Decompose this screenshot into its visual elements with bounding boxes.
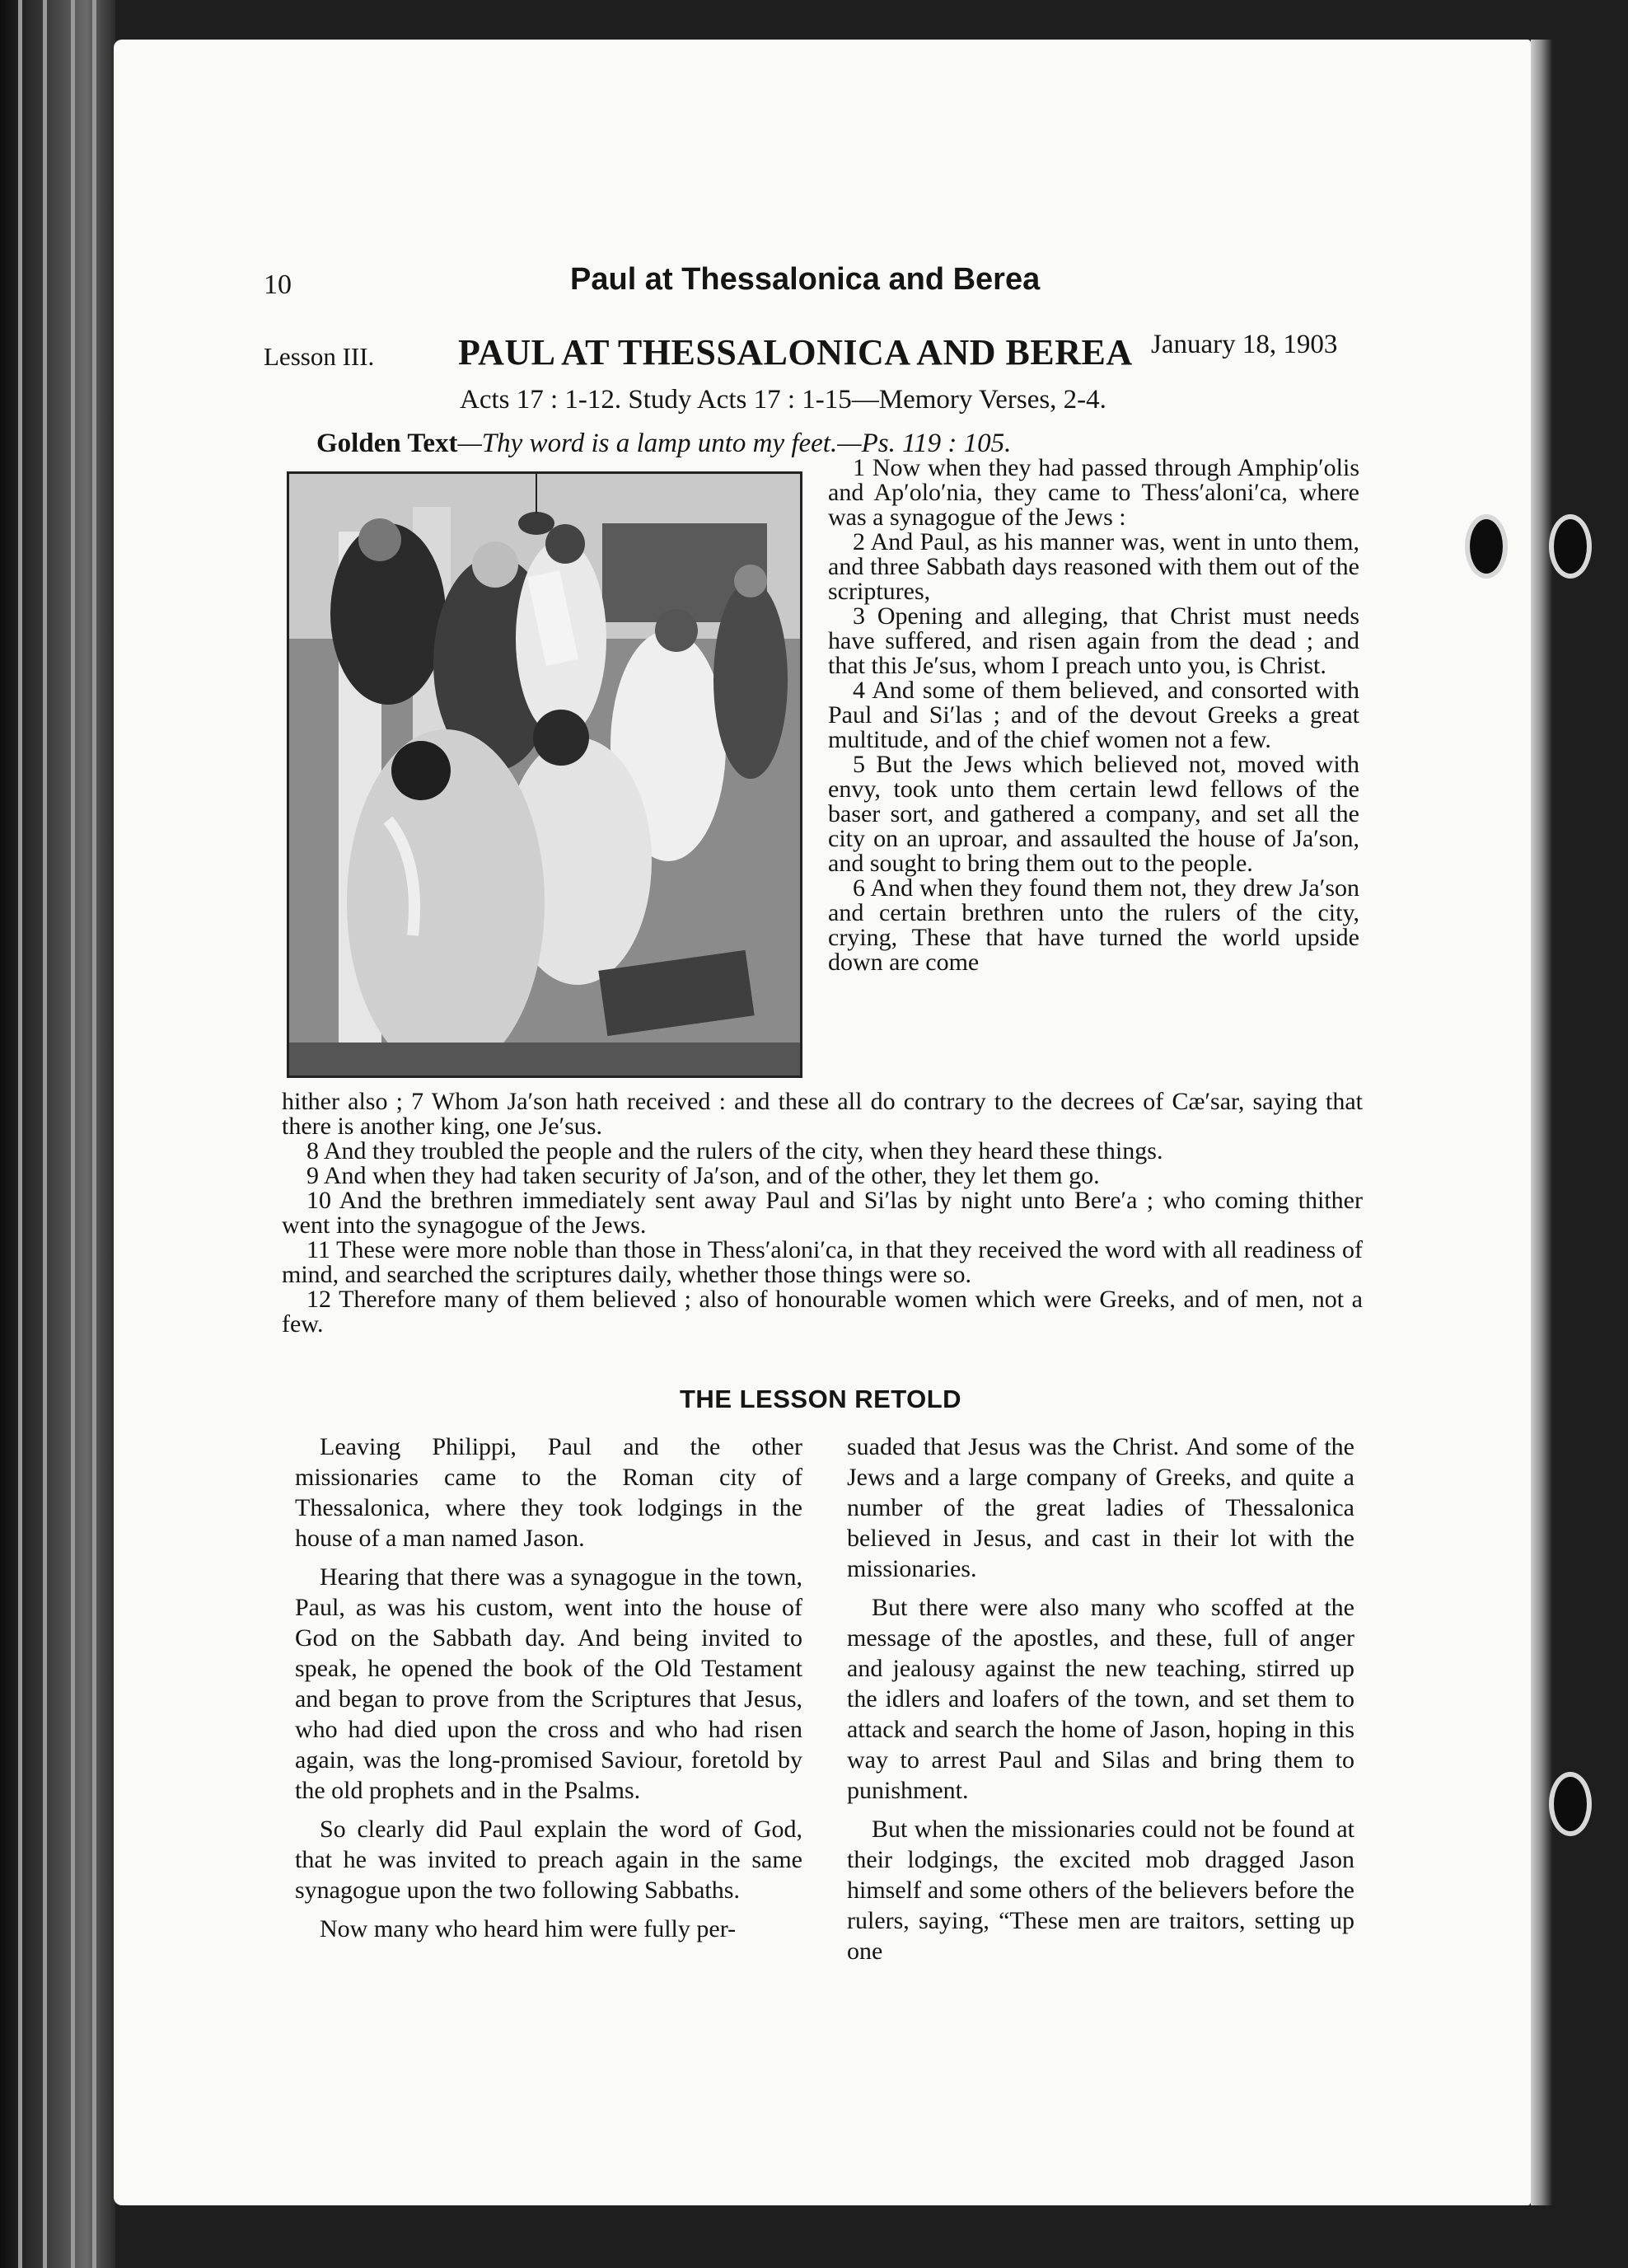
verse: 5 But the Jews which believed not, moved with envy, took unto them certain lewd fellows of the baser sort, and gathered a company, and set all the city on an uproar, and assaulted the house of Ja′son, and sought to bring them out to the people. [828,751,1359,877]
verse: 12 Therefore many of them believed ; also of honourable women which were Greeks, and of men, not a few. [282,1286,1363,1338]
verse: 10 And the brethren immediately sent away Paul and Si′las by night unto Bere′a ; who coming thither went into the synagogue of the Jews. [282,1187,1363,1239]
retold-paragraph: But there were also many who scoffed at the message of the apostles, and these, full of anger and jealousy against the new teaching, stirred up the idlers and loafers of the town, and set them to attack and search the home of Jason, hoping in this way to arrest Paul and Silas and bring them to punishment. [847,1594,1354,1804]
book-spine [0,0,115,2268]
scripture-column [828,456,1359,975]
page-edge-line [92,0,96,2268]
verse: 2 And Paul, as his manner was, went in unto them, and three Sabbath days reasoned with them out of the scriptures, [828,528,1359,605]
retold-paragraph: Hearing that there was a synagogue in the town, Paul, as was his custom, went into the house of God on the Sabbath day. And being invited to speak, he opened the book of the Old Testament and began to prove from the Scriptures that Jesus, who had died upon the cross and who had risen again, was the long-promised Saviour, foretold by the old prophets and in the Psalms. [295,1563,802,1804]
running-head: Paul at Thessalonica and Berea [570,262,1041,297]
page-edge-line [43,0,47,2268]
binder-hole [1465,514,1508,579]
verse: 1 Now when they had passed through Amphip′olis and Ap′olo′nia, they came to Thess′aloni′ca, where was a synagogue of the Jews : [828,454,1359,531]
binder-hole [1549,514,1592,579]
lesson-number: Lesson III. [264,342,375,371]
paul-in-synagogue-engraving [289,474,800,1075]
verse: hither also ; 7 Whom Ja′son hath received : and these all do contrary to the decrees of Cæ′sar, saying that there is another king, one Je′sus. [282,1088,1363,1140]
verse: 3 Opening and alleging, that Christ must needs have suffered, and risen again from the dead ; and that this Je′sus, whom I preach unto you, is Christ. [828,602,1359,679]
page-right-edge [1531,40,1552,2205]
verse: 6 And when they found them not, they drew Ja′son and certain brethren unto the rulers of the city, crying, These that have turned the world upside down are come [828,874,1359,976]
golden-text-verse: —Thy word is a lamp unto my feet.—Ps. 119 : 105. [457,429,1012,458]
lesson-date: January 18, 1903 [1151,330,1338,359]
retold-paragraph: suaded that Jesus was the Christ. And some of the Jews and a large company of Greeks, and quite a number of the great ladies of Thessalonica believed in Jesus, and cast in their lot with the missionaries. [847,1433,1354,1582]
verse: 11 These were more noble than those in Thess′aloni′ca, in that they received the word with all readiness of mind, and searched the scriptures daily, whether those things were so. [282,1236,1363,1288]
verse: 9 And when they had taken security of Ja′son, and of the other, they let them go. [306,1162,1100,1189]
retold-paragraph: Leaving Philippi, Paul and the other missionaries came to the Roman city of Thessalonica, where they took lodgings in the house of a man named Jason. [295,1433,802,1552]
lesson-retold-heading: THE LESSON RETOLD [680,1385,962,1413]
page-edge-line [18,0,22,2268]
retold-right-column [847,1432,1354,1975]
scripture-full-width [282,1089,1363,1337]
lesson-illustration [287,471,802,1078]
retold-paragraph: Now many who heard him were fully per- [320,1915,737,1942]
scripture-references: Acts 17 : 1-12. Study Acts 17 : 1-15—Memory Verses, 2-4. [460,385,1106,415]
page-number: 10 [264,269,292,300]
retold-paragraph: So clearly did Paul explain the word of God, that he was invited to preach again in the same synagogue upon the two following Sabbaths. [295,1816,802,1904]
retold-left-column [295,1432,802,1952]
retold-paragraph: But when the missionaries could not be found at their lodgings, the excited mob dragged Jason himself and some others of the believers before the rulers, saying, “These men are traitors, setting up one [847,1816,1354,1965]
golden-text-label: Golden Text [316,429,458,458]
verse: 8 And they troubled the people and the rulers of the city, when they heard these things. [306,1137,1163,1164]
binder-hole [1549,1772,1592,1836]
lesson-title: PAUL AT THESSALONICA AND BEREA [458,332,1133,373]
verse: 4 And some of them believed, and consorted with Paul and Si′las ; and of the devout Greeks a great multitude, and of the chief women not a few. [828,677,1359,753]
page-edge-line [71,0,75,2268]
